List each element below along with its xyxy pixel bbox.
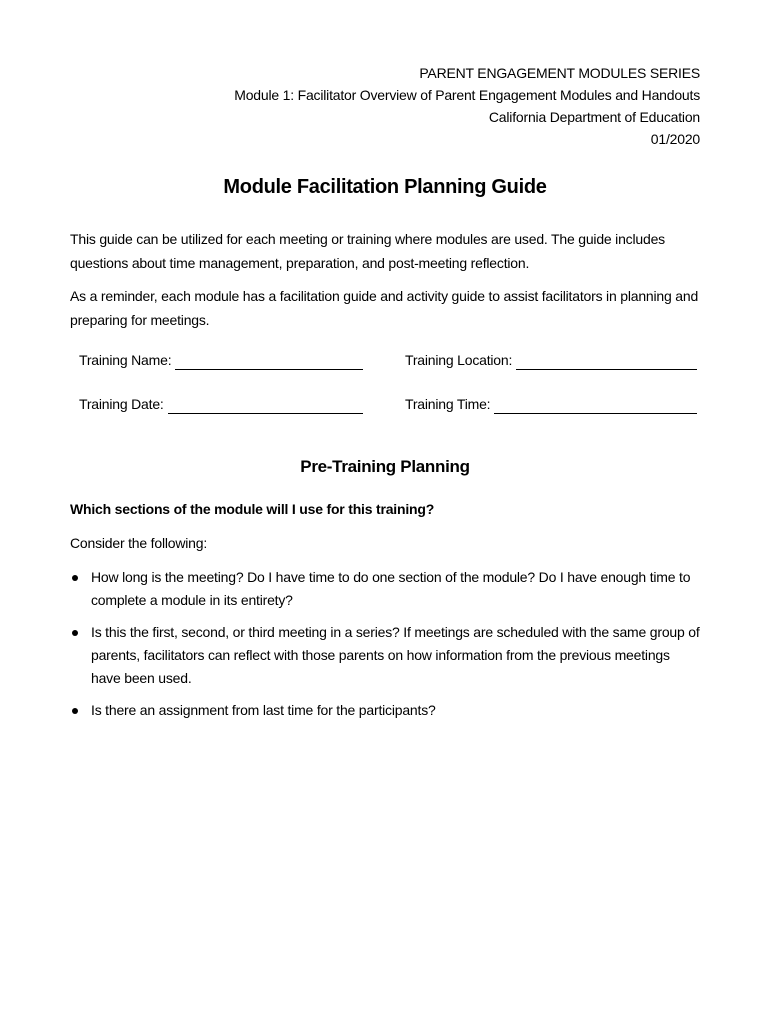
pre-training-heading: Pre-Training Planning <box>300 457 470 476</box>
list-item-text: How long is the meeting? Do I have time to do one section of the module? Do I have enough time to complete a module in its entirety? <box>91 569 691 608</box>
training-time-field[interactable] <box>405 394 697 414</box>
intro-paragraph-2: As a reminder, each module has a facilitation guide and activity guide to assist facilitators in planning and preparing for meetings. <box>70 288 699 328</box>
training-date-blank[interactable] <box>168 397 363 414</box>
list-item <box>70 621 700 690</box>
document-header <box>234 62 700 150</box>
list-item-text: Is there an assignment from last time for the participants? <box>91 702 436 718</box>
training-location-blank[interactable] <box>516 353 697 370</box>
consider-label: Consider the following: <box>70 535 208 551</box>
training-date-label: Training Date: <box>79 396 164 412</box>
header-date: 01/2020 <box>650 131 700 147</box>
intro-paragraph-1: This guide can be utilized for each meeting or training where modules are used. The guide includes questions about time management, preparation, and post-meeting reflection. <box>70 231 665 271</box>
bullet-icon <box>72 575 78 581</box>
list-item-text: Is this the first, second, or third meeting in a series? If meetings are scheduled with the same group of parents, facilitators can reflect with those parents on how information from the previous meetings have been used. <box>91 624 700 686</box>
page-title: Module Facilitation Planning Guide <box>223 176 547 198</box>
header-series: PARENT ENGAGEMENT MODULES SERIES <box>419 65 700 81</box>
training-name-field[interactable] <box>79 350 363 370</box>
section-question: Which sections of the module will I use for this training? <box>70 501 435 517</box>
training-date-field[interactable] <box>79 394 363 414</box>
header-module: Module 1: Facilitator Overview of Parent Engagement Modules and Handouts <box>234 87 700 103</box>
bullet-icon <box>72 708 78 714</box>
consideration-list <box>70 566 700 731</box>
list-item <box>70 566 700 612</box>
bullet-icon <box>72 630 78 636</box>
training-time-label: Training Time: <box>405 396 491 412</box>
training-location-label: Training Location: <box>405 352 513 368</box>
training-name-blank[interactable] <box>175 353 363 370</box>
list-item <box>70 699 700 722</box>
training-time-blank[interactable] <box>494 397 697 414</box>
header-department: California Department of Education <box>488 109 700 125</box>
training-location-field[interactable] <box>405 350 697 370</box>
training-name-label: Training Name: <box>79 352 172 368</box>
